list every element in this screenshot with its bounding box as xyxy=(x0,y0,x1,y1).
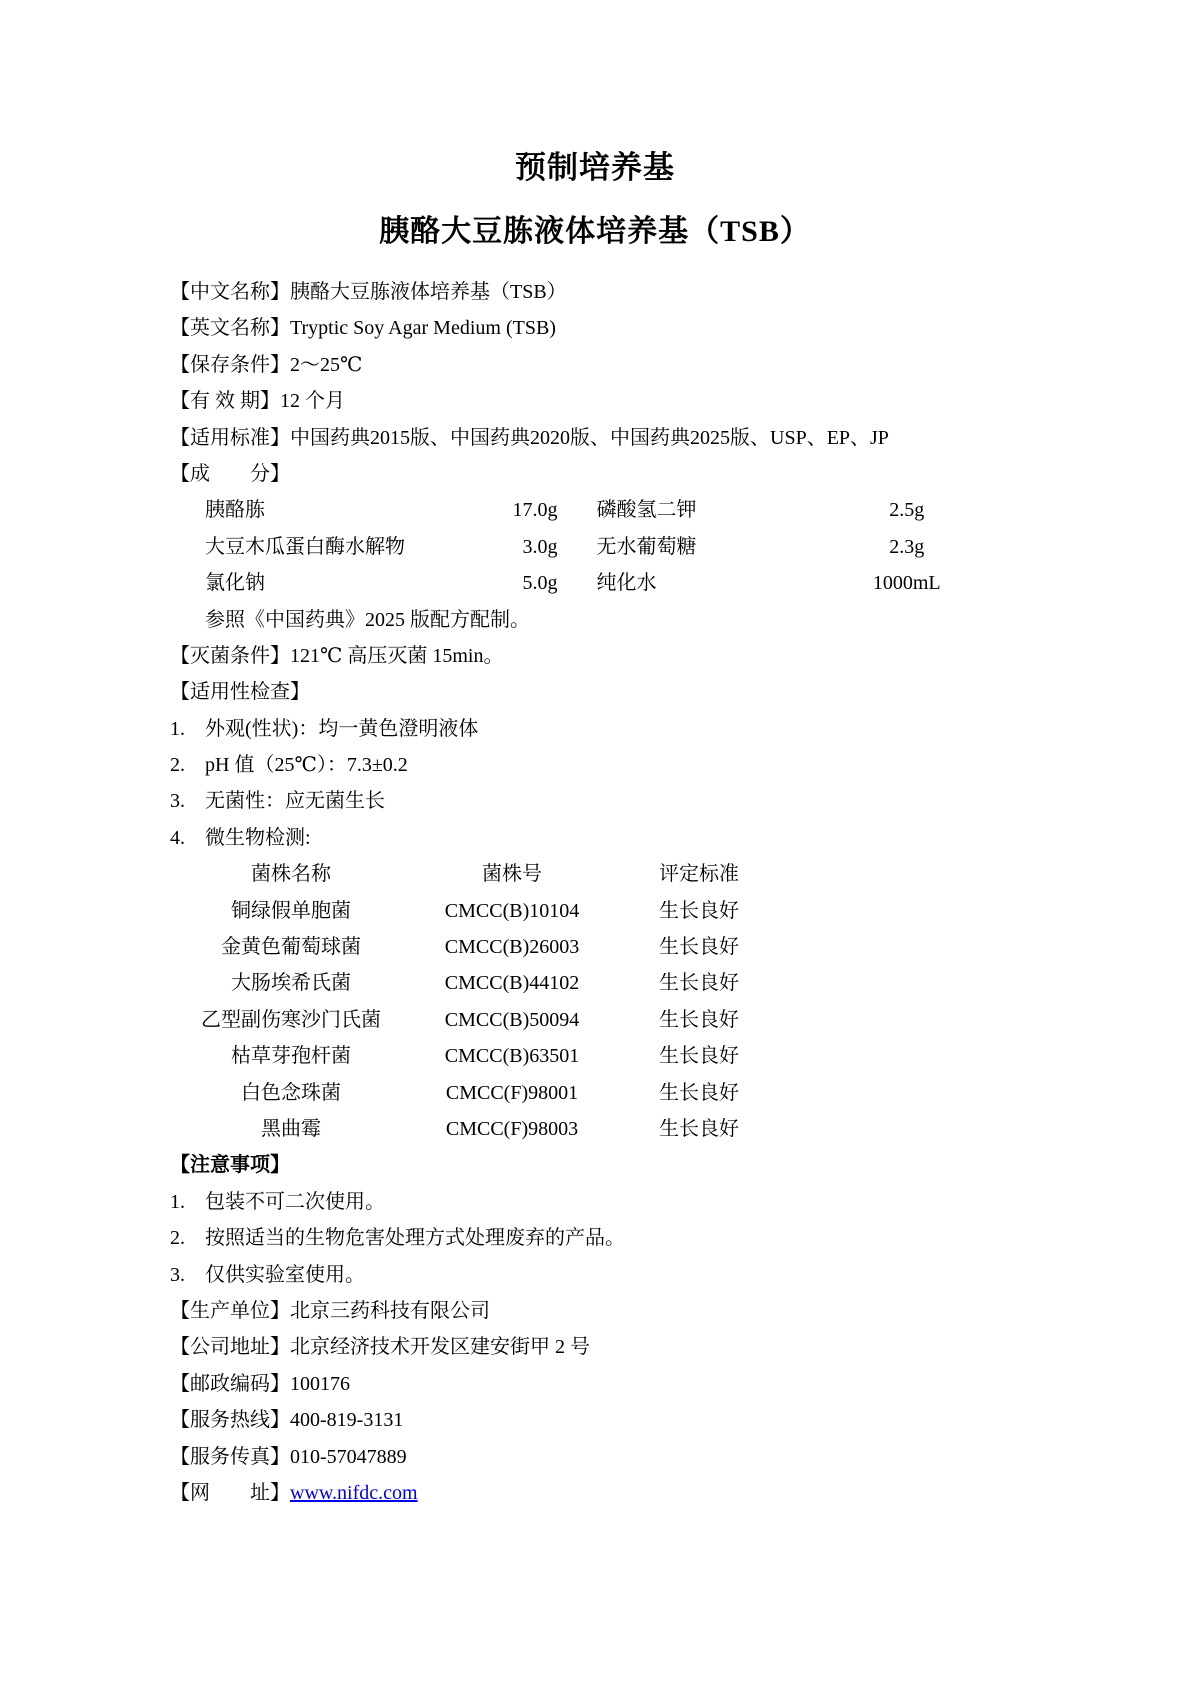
field-website xyxy=(170,1475,1020,1511)
table-row xyxy=(170,1111,1020,1147)
notice-item xyxy=(170,1184,1020,1220)
item-text: 按照适当的生物危害处理方式处理废弃的产品。 xyxy=(205,1227,625,1250)
item-text: 外观(性状)：均一黄色澄明液体 xyxy=(205,717,479,740)
evaluation: 生长良好 xyxy=(659,1117,739,1140)
website-link[interactable]: www.nifdc.com xyxy=(290,1481,418,1504)
composition-row xyxy=(170,529,1020,565)
field-value: 北京三药科技有限公司 xyxy=(290,1299,490,1322)
composition-row xyxy=(170,565,1020,601)
field-value: 400-819-3131 xyxy=(290,1409,404,1432)
item-text: pH 值（25℃）：7.3±0.2 xyxy=(205,754,408,777)
field-label: 【中文名称】 xyxy=(170,281,290,303)
field-value: 121℃ 高压灭菌 15min。 xyxy=(290,644,504,667)
field-value: 胰酪大豆胨液体培养基（TSB） xyxy=(290,281,567,303)
field-chinese-name xyxy=(170,274,1020,310)
document-content xyxy=(170,0,1020,1511)
ingredient-amount: 2.3g xyxy=(889,535,925,558)
field-label: 【适用标准】 xyxy=(170,426,290,449)
ingredient-name: 纯化水 xyxy=(596,572,657,595)
strain-name: 大肠埃希氏菌 xyxy=(231,972,351,995)
suitability-item xyxy=(170,783,1020,819)
item-number: 1. xyxy=(170,717,185,740)
item-number: 2. xyxy=(170,1227,185,1250)
item-number: 3. xyxy=(170,1263,185,1286)
field-postal-code xyxy=(170,1366,1020,1402)
table-row xyxy=(170,965,1020,1001)
field-label: 【服务传真】 xyxy=(170,1445,290,1468)
field-label: 【服务热线】 xyxy=(170,1409,290,1432)
ingredient-name: 无水葡萄糖 xyxy=(596,535,697,558)
suitability-item xyxy=(170,747,1020,783)
ingredient-amount: 3.0g xyxy=(522,535,558,558)
field-applicable-standards xyxy=(170,420,1020,456)
strain-name: 白色念珠菌 xyxy=(241,1081,341,1104)
strain-number: CMCC(B)50094 xyxy=(444,1008,580,1031)
ingredient-name: 胰酪胨 xyxy=(205,499,265,522)
field-sterilization xyxy=(170,638,1020,674)
strain-number: CMCC(F)98001 xyxy=(445,1081,579,1104)
item-number: 4. xyxy=(170,826,185,849)
field-label: 【公司地址】 xyxy=(170,1336,290,1359)
field-value: 中国药典2015版、中国药典2020版、中国药典2025版、USP、EP、JP xyxy=(290,426,889,449)
ingredient-name: 大豆木瓜蛋白酶水解物 xyxy=(205,535,405,558)
field-label: 【有 效 期】 xyxy=(170,390,280,413)
field-label: 【生产单位】 xyxy=(170,1299,290,1322)
document-title: 预制培养基 xyxy=(515,150,675,185)
field-company-address xyxy=(170,1329,1020,1365)
item-text: 无菌性：应无菌生长 xyxy=(205,790,385,813)
strain-name: 金黄色葡萄球菌 xyxy=(221,936,361,959)
field-english-name xyxy=(170,310,1020,346)
strain-number: CMCC(B)44102 xyxy=(444,972,580,995)
microbe-table-header xyxy=(170,856,1020,892)
strain-name: 铜绿假单胞菌 xyxy=(231,899,351,922)
item-text: 包装不可二次使用。 xyxy=(205,1190,385,1213)
item-number: 3. xyxy=(170,790,185,813)
field-value: 12 个月 xyxy=(280,390,345,413)
item-number: 1. xyxy=(170,1190,185,1213)
strain-name: 黑曲霉 xyxy=(261,1117,321,1140)
field-storage-condition xyxy=(170,347,1020,383)
strain-number: CMCC(B)10104 xyxy=(444,899,580,922)
field-label: 【邮政编码】 xyxy=(170,1372,290,1395)
evaluation: 生长良好 xyxy=(659,972,739,995)
field-service-hotline xyxy=(170,1402,1020,1438)
field-label: 【保存条件】 xyxy=(170,353,290,376)
field-service-fax xyxy=(170,1439,1020,1475)
ingredient-name: 磷酸氢二钾 xyxy=(596,499,697,522)
ingredient-amount: 5.0g xyxy=(522,572,558,595)
composition-row xyxy=(170,492,1020,528)
evaluation: 生长良好 xyxy=(659,1045,739,1068)
ingredient-amount: 2.5g xyxy=(889,499,925,522)
field-value: 100176 xyxy=(290,1372,350,1395)
table-row xyxy=(170,1038,1020,1074)
field-value: 010-57047889 xyxy=(290,1445,407,1468)
field-value: 北京经济技术开发区建安街甲 2 号 xyxy=(290,1336,590,1359)
evaluation: 生长良好 xyxy=(659,936,739,959)
strain-name: 乙型副伤寒沙门氏菌 xyxy=(201,1008,381,1031)
ingredient-amount: 1000mL xyxy=(872,572,941,595)
column-header-strain-number: 菌株号 xyxy=(482,863,542,886)
suitability-item xyxy=(170,711,1020,747)
notices-header: 【注意事项】 xyxy=(170,1154,290,1177)
composition-note: 参照《中国药典》2025 版配方配制。 xyxy=(205,608,530,631)
ingredient-name: 氯化钠 xyxy=(205,572,265,595)
field-label: 【灭菌条件】 xyxy=(170,644,290,667)
field-manufacturer xyxy=(170,1293,1020,1329)
strain-name: 枯草芽孢杆菌 xyxy=(231,1045,351,1068)
table-row xyxy=(170,893,1020,929)
column-header-strain-name: 菌株名称 xyxy=(251,863,331,886)
field-label: 【网 址】 xyxy=(170,1481,290,1504)
document-subtitle: 胰酪大豆胨液体培养基（TSB） xyxy=(379,215,811,248)
composition-header: 【成 分】 xyxy=(170,462,290,485)
item-text: 微生物检测: xyxy=(205,826,311,849)
field-value: Tryptic Soy Agar Medium (TSB) xyxy=(290,317,556,340)
suitability-item xyxy=(170,820,1020,856)
field-value: 2～25℃ xyxy=(290,353,363,376)
notice-item xyxy=(170,1257,1020,1293)
evaluation: 生长良好 xyxy=(659,1081,739,1104)
field-shelf-life xyxy=(170,383,1020,419)
evaluation: 生长良好 xyxy=(659,1008,739,1031)
notice-item xyxy=(170,1220,1020,1256)
table-row xyxy=(170,1075,1020,1111)
strain-number: CMCC(F)98003 xyxy=(445,1117,579,1140)
item-text: 仅供实验室使用。 xyxy=(205,1263,365,1286)
evaluation: 生长良好 xyxy=(659,899,739,922)
table-row xyxy=(170,929,1020,965)
document-body xyxy=(170,274,1020,1511)
strain-number: CMCC(B)26003 xyxy=(444,936,580,959)
column-header-evaluation: 评定标准 xyxy=(659,863,739,886)
field-label: 【英文名称】 xyxy=(170,317,290,340)
ingredient-amount: 17.0g xyxy=(512,499,558,522)
table-row xyxy=(170,1002,1020,1038)
strain-number: CMCC(B)63501 xyxy=(444,1045,580,1068)
item-number: 2. xyxy=(170,754,185,777)
suitability-header: 【适用性检查】 xyxy=(170,681,310,704)
